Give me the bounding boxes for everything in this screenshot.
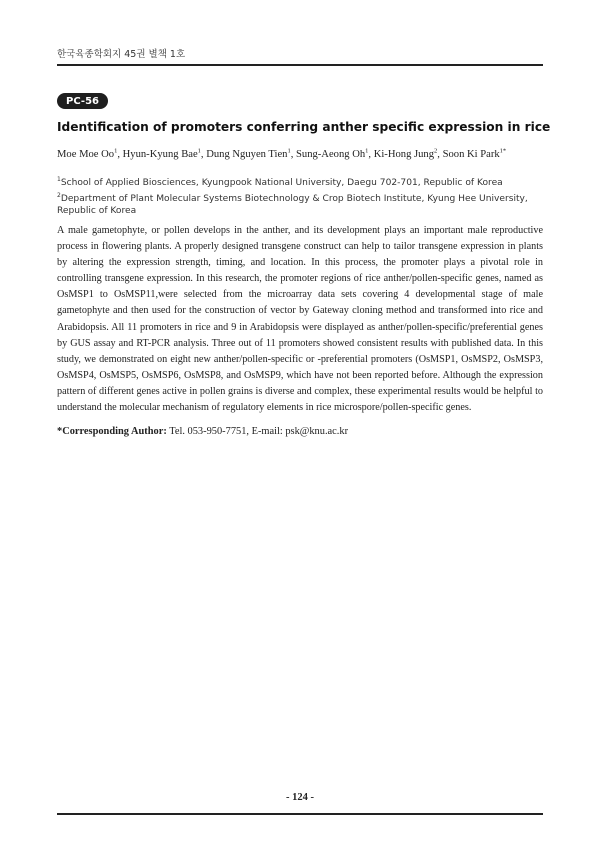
- affiliation: $^2$Department of Plant Molecular Systems Biotechnology & Crop Biotech Institute, Kyung Hee University, Republic of Korea: [57, 191, 528, 217]
- corresponding-label: *Corresponding Author:: [57, 426, 167, 437]
- affiliation: $^1$School of Applied Biosciences, Kyungpook National University, Daegu 702-701, Republic of Korea: [57, 176, 503, 189]
- corresponding-author: [57, 426, 543, 437]
- header-rule: [57, 64, 543, 66]
- author: Hyun-Kyung Bae$^1$,: [122, 147, 207, 160]
- author: Dung Nguyen Tien$^1$,: [206, 147, 296, 160]
- author: Soon Ki Park$^{1*}$: [442, 147, 507, 160]
- author: Sung-Aeong Oh$^1$,: [296, 147, 374, 160]
- corresponding-contact: Tel. 053-950-7751, E-mail: psk@knu.ac.kr: [169, 426, 349, 437]
- author: Moe Moe Oo$^1$,: [57, 147, 123, 160]
- affiliations: [57, 174, 545, 218]
- abstract-text: A male gametophyte, or pollen develops in the anther, and its development plays an important male reproductive process in flowering plants. A properly designed transgene construct can help to tailor transgene expression in plants by altering the expression strength, timing, and location. In this process, the promoter plays a pivotal role in controlling transgene expression. In this research, the promoter regions of rice anther/pollen-specific genes, named as OsMSP1 to OsMSP11,were selected from the microarray data sets covering 4 developmental stage of male gametophyte and then used for the construction of vector by Gateway cloning method and transformed into rice and Arabidopsis. All 11 promoters in rice and 9 in Arabidopsis were displayed as anther/pollen-specific/preferential genes by GUS assay and RT-PCR analysis. Three out of 11 promoters showed consistent results with published data. In this study, we demonstrated on eight new anther/pollen-specific or -preferential promoters (OsMSP1, OsMSP2, OsMSP3, OsMSP4, OsMSP5, OsMSP6, OsMSP8, and OsMSP9, which have not been reported before. Although the expression pattern of different genes active in pollen grains is diverse and complex, these experimental results would be helpful to understand the molecular mechanism of regulatory elements in rice microspore/pollen-specific genes.: [57, 225, 543, 414]
- abstract-code-badge: PC-56: [57, 93, 108, 109]
- author: Ki-Hong Jung$^2$,: [373, 147, 443, 160]
- author-list: [57, 147, 543, 160]
- paper-title: Identification of promoters conferring anther specific expression in rice: [57, 120, 551, 134]
- page-number: - 124 -: [286, 792, 314, 803]
- journal-header: 한국육종학회지 45권 별책 1호: [57, 49, 186, 60]
- footer-rule: [57, 813, 543, 815]
